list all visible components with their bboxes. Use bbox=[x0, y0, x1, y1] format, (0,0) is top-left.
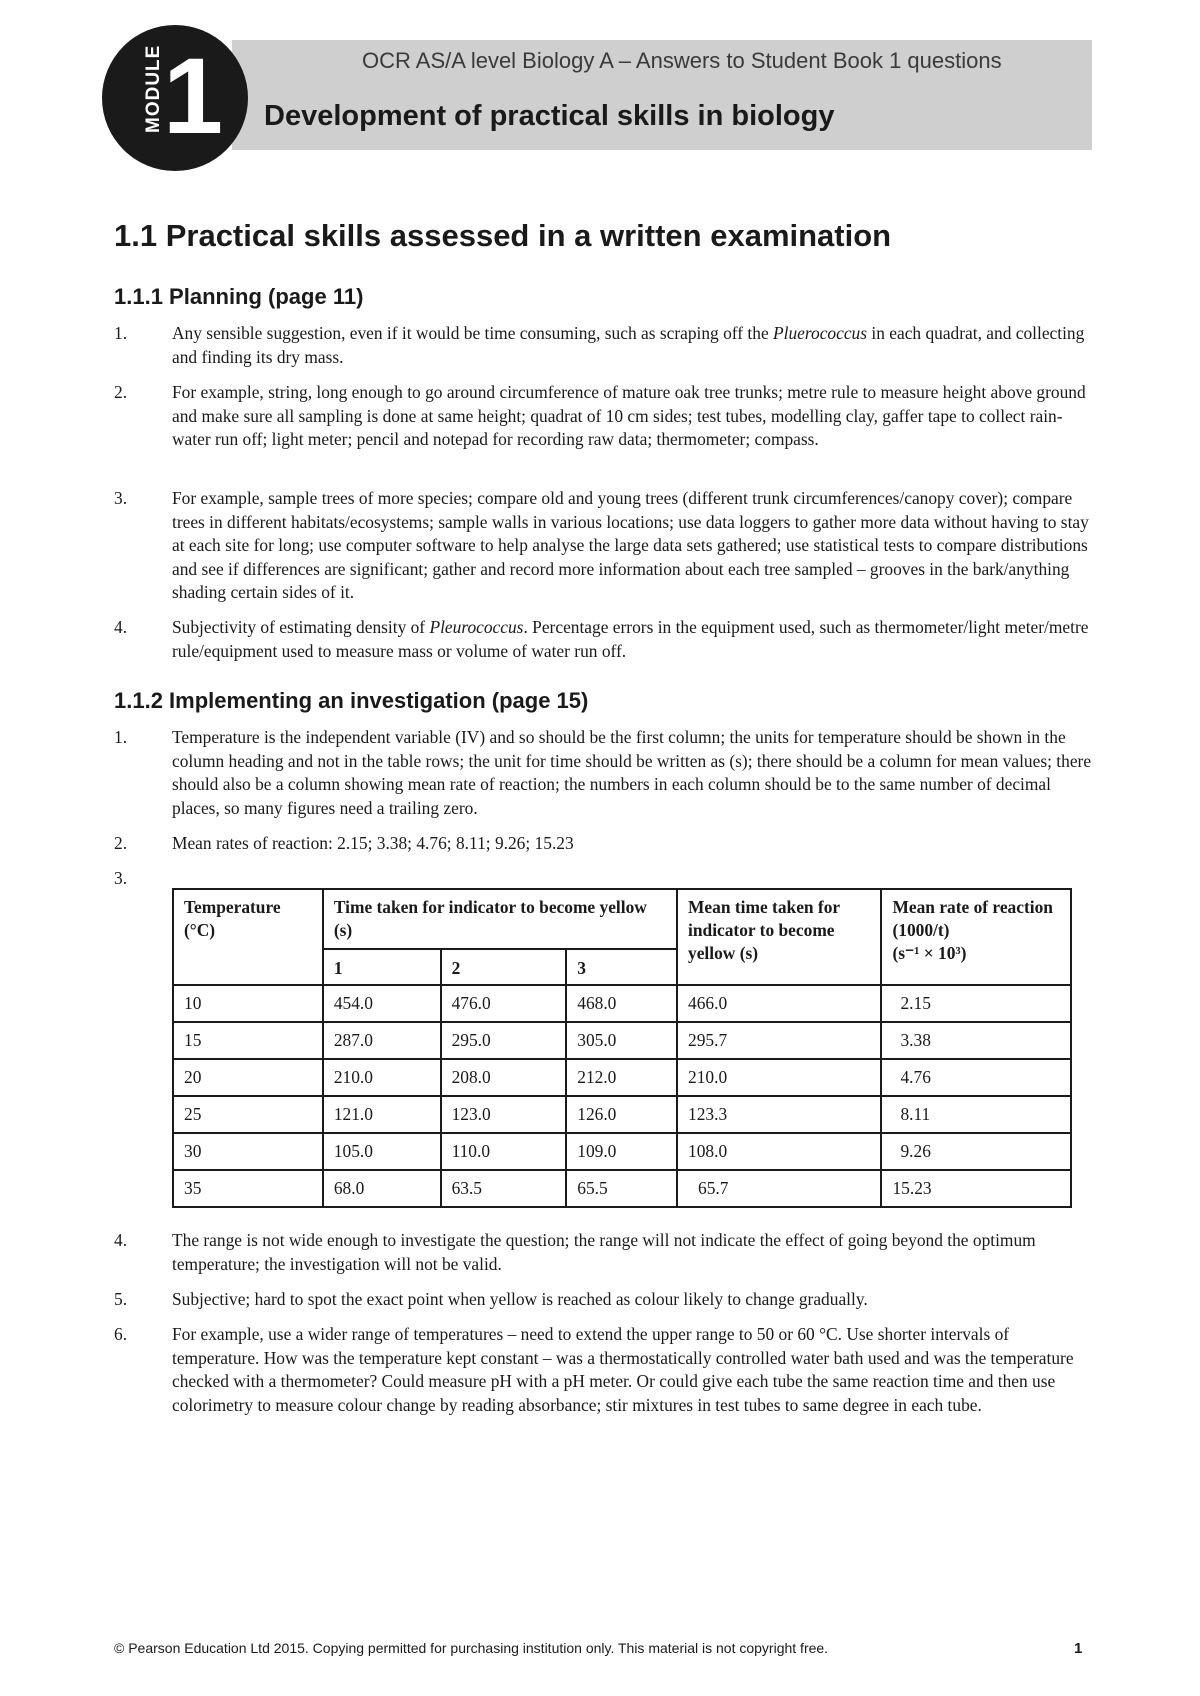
item-number: 4. bbox=[114, 1230, 128, 1250]
table-cell: 305.0 bbox=[566, 1022, 677, 1059]
table-cell: 109.0 bbox=[566, 1133, 677, 1170]
page-number: 1 bbox=[1074, 1640, 1083, 1657]
header-time-taken: Time taken for indicator to become yellow (s) bbox=[323, 889, 677, 949]
item-text: in each quadrat, and collecting and finding its dry mass. bbox=[172, 323, 1085, 367]
table-row bbox=[173, 1096, 1071, 1133]
table-cell: 123.3 bbox=[677, 1096, 881, 1133]
item-text: For example, use a wider range of temperatures – need to extend the upper range to 50 or 60 °C. Use shorter intervals of temperature. How was the temperature kept constant – was a thermostatically controlled water bath used and was the temperature checked with a thermometer? Could measure pH with a pH meter. Or could give each tube the same reaction time and then use colorimetry to measure colour change by reading absorbance; stir mixtures in test tubes to same degree in each tube. bbox=[172, 1324, 1074, 1415]
table-cell: 126.0 bbox=[566, 1096, 677, 1133]
item-number: 1. bbox=[114, 727, 128, 747]
implementing-item-1 bbox=[114, 726, 1094, 820]
item-italic: Pleurococcus bbox=[429, 617, 524, 637]
item-text: Any sensible suggestion, even if it would be time consuming, such as scraping off the bbox=[172, 323, 774, 343]
item-number: 2. bbox=[114, 382, 128, 402]
item-number: 6. bbox=[114, 1324, 128, 1344]
header-title: Development of practical skills in biology bbox=[264, 100, 835, 132]
table-cell: 3.38 bbox=[881, 1022, 1071, 1059]
table-cell: 123.0 bbox=[441, 1096, 567, 1133]
section-title: 1.1 Practical skills assessed in a written examination bbox=[114, 218, 892, 253]
implementing-item-5 bbox=[114, 1288, 1094, 1312]
module-label: MODULE bbox=[143, 44, 164, 133]
header-mean-rate-unit: (s⁻¹ × 10³) bbox=[892, 943, 967, 963]
table-cell: 15 bbox=[173, 1022, 323, 1059]
item-number: 3. bbox=[114, 488, 128, 508]
table-cell: 212.0 bbox=[566, 1059, 677, 1096]
planning-heading: 1.1.1 Planning (page 11) bbox=[114, 284, 364, 309]
table-cell: 210.0 bbox=[323, 1059, 441, 1096]
table-row bbox=[173, 1059, 1071, 1096]
table-cell: 9.26 bbox=[881, 1133, 1071, 1170]
table-cell: 476.0 bbox=[441, 985, 567, 1022]
table-cell: 105.0 bbox=[323, 1133, 441, 1170]
item-number: 1. bbox=[114, 323, 128, 343]
item-text: . Percentage errors in the equipment used, such as thermometer/light meter/metre rule/equipment used to measure mass or volume of water run off. bbox=[172, 617, 1089, 661]
table-cell: 65.7 bbox=[677, 1170, 881, 1207]
item-number: 5. bbox=[114, 1289, 128, 1309]
implementing-item-4 bbox=[114, 1229, 1094, 1276]
table-cell: 4.76 bbox=[881, 1059, 1071, 1096]
header-trial-2: 2 bbox=[441, 949, 567, 985]
table-cell: 2.15 bbox=[881, 985, 1071, 1022]
table-cell: 8.11 bbox=[881, 1096, 1071, 1133]
item-number: 2. bbox=[114, 833, 128, 853]
table-cell: 10 bbox=[173, 985, 323, 1022]
table-cell: 466.0 bbox=[677, 985, 881, 1022]
implementing-item-2 bbox=[114, 832, 1094, 856]
item-number: 4. bbox=[114, 617, 128, 637]
planning-item-1 bbox=[114, 322, 1094, 369]
table-cell: 295.7 bbox=[677, 1022, 881, 1059]
table-cell: 468.0 bbox=[566, 985, 677, 1022]
table-cell: 210.0 bbox=[677, 1059, 881, 1096]
table-row bbox=[173, 985, 1071, 1022]
planning-item-3 bbox=[114, 487, 1094, 605]
item-italic: Pluerococcus bbox=[773, 323, 868, 343]
planning-item-2 bbox=[114, 381, 1094, 452]
table-cell: 287.0 bbox=[323, 1022, 441, 1059]
table-cell: 110.0 bbox=[441, 1133, 567, 1170]
header-mean-rate bbox=[881, 889, 1071, 985]
table-cell: 68.0 bbox=[323, 1170, 441, 1207]
table-cell: 15.23 bbox=[881, 1170, 1071, 1207]
table-row bbox=[173, 1022, 1071, 1059]
planning-item-4 bbox=[114, 616, 1094, 663]
item-text: Mean rates of reaction: 2.15; 3.38; 4.76; 8.11; 9.26; 15.23 bbox=[172, 833, 574, 853]
table-cell: 454.0 bbox=[323, 985, 441, 1022]
item-text: Temperature is the independent variable (IV) and so should be the first column; the units for temperature should be shown in the column heading and not in the table rows; the unit for time should be written as (s); there should be a column for mean values; there should also be a column showing mean rate of reaction; the numbers in each column should be to the same number of decimal places, so many figures need a trailing zero. bbox=[172, 727, 1092, 818]
table-cell: 63.5 bbox=[441, 1170, 567, 1207]
header-mean-rate-label: Mean rate of reaction (1000/t) bbox=[892, 897, 1053, 940]
table-cell: 108.0 bbox=[677, 1133, 881, 1170]
header-subtitle: OCR AS/A level Biology A – Answers to Student Book 1 questions bbox=[362, 48, 1002, 73]
table-row bbox=[173, 1133, 1071, 1170]
item-text: The range is not wide enough to investigate the question; the range will not indicate the effect of going beyond the optimum temperature; the investigation will not be valid. bbox=[172, 1230, 1036, 1274]
footer-copyright: © Pearson Education Ltd 2015. Copying permitted for purchasing institution only. This material is not copyright free. bbox=[114, 1640, 829, 1656]
item-text: Subjective; hard to spot the exact point when yellow is reached as colour likely to change gradually. bbox=[172, 1289, 868, 1309]
header-trial-1: 1 bbox=[323, 949, 441, 985]
table-cell: 35 bbox=[173, 1170, 323, 1207]
table-cell: 65.5 bbox=[566, 1170, 677, 1207]
table-cell: 208.0 bbox=[441, 1059, 567, 1096]
item-text: Subjectivity of estimating density of bbox=[172, 617, 430, 637]
module-number: 1 bbox=[162, 35, 224, 156]
implementing-heading: 1.1.2 Implementing an investigation (page 15) bbox=[114, 688, 589, 713]
item-text: For example, sample trees of more species; compare old and young trees (different trunk circumferences/canopy cover); compare trees in different habitats/ecosystems; sample walls in various locations; use data loggers to gather more data without having to stay at each site for long; use computer software to help analyse the large data sets gathered; use statistical tests to compare distributions and see if differences are significant; gather and record more information about each tree sampled – grooves in the bark/anything shading certain sides of it. bbox=[172, 488, 1089, 602]
header-temperature: Temperature (°C) bbox=[173, 889, 323, 985]
results-table bbox=[172, 888, 1072, 1208]
table-row bbox=[173, 1170, 1071, 1207]
table-cell: 295.0 bbox=[441, 1022, 567, 1059]
table-cell: 30 bbox=[173, 1133, 323, 1170]
table-cell: 25 bbox=[173, 1096, 323, 1133]
item-number: 3. bbox=[114, 868, 128, 888]
item-text: For example, string, long enough to go around circumference of mature oak tree trunks; metre rule to measure height above ground and make sure all sampling is done at same height; quadrat of 10 cm sides; test tubes, modelling clay, gaffer tape to collect rain-water run off; light meter; pencil and notepad for recording raw data; thermometer; compass. bbox=[172, 382, 1086, 449]
table-cell: 20 bbox=[173, 1059, 323, 1096]
header-mean-time: Mean time taken for indicator to become yellow (s) bbox=[677, 889, 881, 985]
implementing-item-6 bbox=[114, 1323, 1094, 1417]
header-trial-3: 3 bbox=[566, 949, 677, 985]
table-cell: 121.0 bbox=[323, 1096, 441, 1133]
